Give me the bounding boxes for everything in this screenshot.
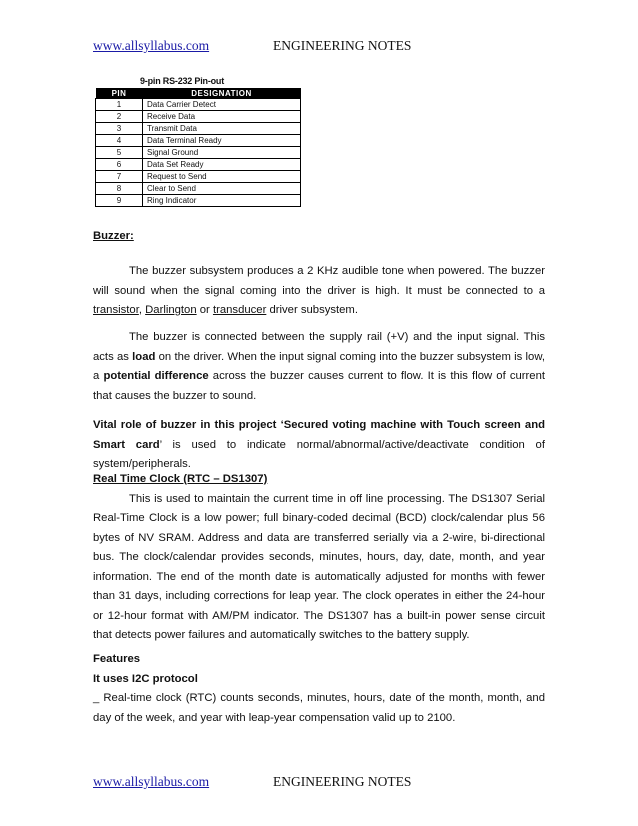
pinout-col-pin: PIN xyxy=(96,88,143,99)
pin-designation: Signal Ground xyxy=(143,147,301,159)
buzzer-p2-mid: on the driver. When the input signal coming into the buzzer subsystem is low, a xyxy=(93,350,545,382)
buzzer-paragraph-3 xyxy=(93,416,545,475)
buzzer-p1-end: driver subsystem. xyxy=(266,304,358,316)
table-row xyxy=(96,171,301,183)
pin-designation: Data Carrier Detect xyxy=(143,99,301,111)
table-row xyxy=(96,183,301,195)
pinout-title: 9-pin RS-232 Pin-out xyxy=(140,76,225,86)
pin-designation: Ring Indicator xyxy=(143,195,301,207)
features-item: _ Real-time clock (RTC) counts seconds, minutes, hours, date of the month, month, and day of the week, and year with leap-year compensation valid up to 2100. xyxy=(93,692,545,724)
features-section xyxy=(93,650,545,728)
pin-number: 9 xyxy=(96,195,143,207)
buzzer-role-bold: Vital role of buzzer in this project ‘Secured voting machine with Touch screen and Smart card xyxy=(93,419,545,451)
buzzer-p1-or: or xyxy=(196,304,213,316)
footer-notes: ENGINEERING NOTES xyxy=(273,774,412,789)
table-row xyxy=(96,159,301,171)
buzzer-paragraph-2 xyxy=(93,328,545,406)
pin-number: 2 xyxy=(96,111,143,123)
rtc-body: This is used to maintain the current time in off line processing. The DS1307 Serial Real-Time Clock is a low power; full binary-coded decimal (BCD) clock/calendar plus 56 bytes of NV SRAM. Address and data are transferred serially via a 2-wire, bi-directional bus. The clock/calendar provides seconds, minutes, hours, day, date, month, and year information. The end of the month date is automatically adjusted for months with fewer than 31 days, including corrections for leap year. The clock operates in either the 24-hour or 12-hour format with AM/PM indicator. The DS1307 has a built-in power sense circuit that detects power failures and automatically switches to the battery supply. xyxy=(93,492,545,641)
transistor-link[interactable]: transistor xyxy=(93,304,139,316)
pin-number: 6 xyxy=(96,159,143,171)
table-row xyxy=(96,111,301,123)
pin-number: 7 xyxy=(96,171,143,183)
rtc-heading: Real Time Clock (RTC – DS1307) xyxy=(93,473,268,485)
transducer-link[interactable]: transducer xyxy=(212,304,267,316)
features-subheading: It uses I2C protocol xyxy=(93,672,198,685)
footer-site-link[interactable]: www.allsyllabus.com xyxy=(93,774,210,789)
buzzer-p1-sep: , xyxy=(138,304,146,316)
page-header xyxy=(93,38,412,54)
rtc-section xyxy=(93,470,545,646)
buzzer-paragraph-1 xyxy=(93,262,545,321)
pin-number: 5 xyxy=(96,147,143,159)
page-footer xyxy=(93,774,412,790)
pin-designation: Data Terminal Ready xyxy=(143,135,301,147)
pin-number: 1 xyxy=(96,99,143,111)
pin-number: 3 xyxy=(96,123,143,135)
buzzer-p2-end: across the buzzer causes current to flow. It is this flow of current that causes the buzzer to sound. xyxy=(93,370,546,402)
table-row xyxy=(96,195,301,207)
pin-designation: Transmit Data xyxy=(143,123,301,135)
darlington-link[interactable]: Darlington xyxy=(145,304,197,316)
buzzer-p1-text: The buzzer subsystem produces a 2 KHz audible tone when powered. The buzzer will sound when the signal coming into the driver is high. It must be connected to a xyxy=(93,265,545,297)
header-notes: ENGINEERING NOTES xyxy=(273,38,412,53)
pin-number: 8 xyxy=(96,183,143,195)
potential-difference-term: potential difference xyxy=(103,370,209,382)
features-heading: Features xyxy=(93,653,141,665)
load-term: load xyxy=(132,350,156,363)
buzzer-role-text: ’ is used to indicate normal/abnormal/active/deactivate condition of system/peripherals. xyxy=(93,438,545,470)
table-row xyxy=(96,123,301,135)
pinout-col-designation: DESIGNATION xyxy=(143,88,301,99)
pin-number: 4 xyxy=(96,135,143,147)
table-row xyxy=(96,99,301,111)
pinout-table xyxy=(95,88,301,207)
header-site-link[interactable]: www.allsyllabus.com xyxy=(93,38,210,53)
buzzer-heading-block xyxy=(93,227,545,247)
pin-designation: Data Set Ready xyxy=(143,159,301,171)
pin-designation: Request to Send xyxy=(143,171,301,183)
pin-designation: Clear to Send xyxy=(143,183,301,195)
pin-designation: Receive Data xyxy=(143,111,301,123)
table-row xyxy=(96,135,301,147)
pinout-header-row xyxy=(96,88,301,99)
table-row xyxy=(96,147,301,159)
buzzer-heading: Buzzer: xyxy=(93,230,134,242)
buzzer-p2-text: The buzzer is connected between the supply rail (+V) and the input signal. This acts as xyxy=(93,331,545,363)
